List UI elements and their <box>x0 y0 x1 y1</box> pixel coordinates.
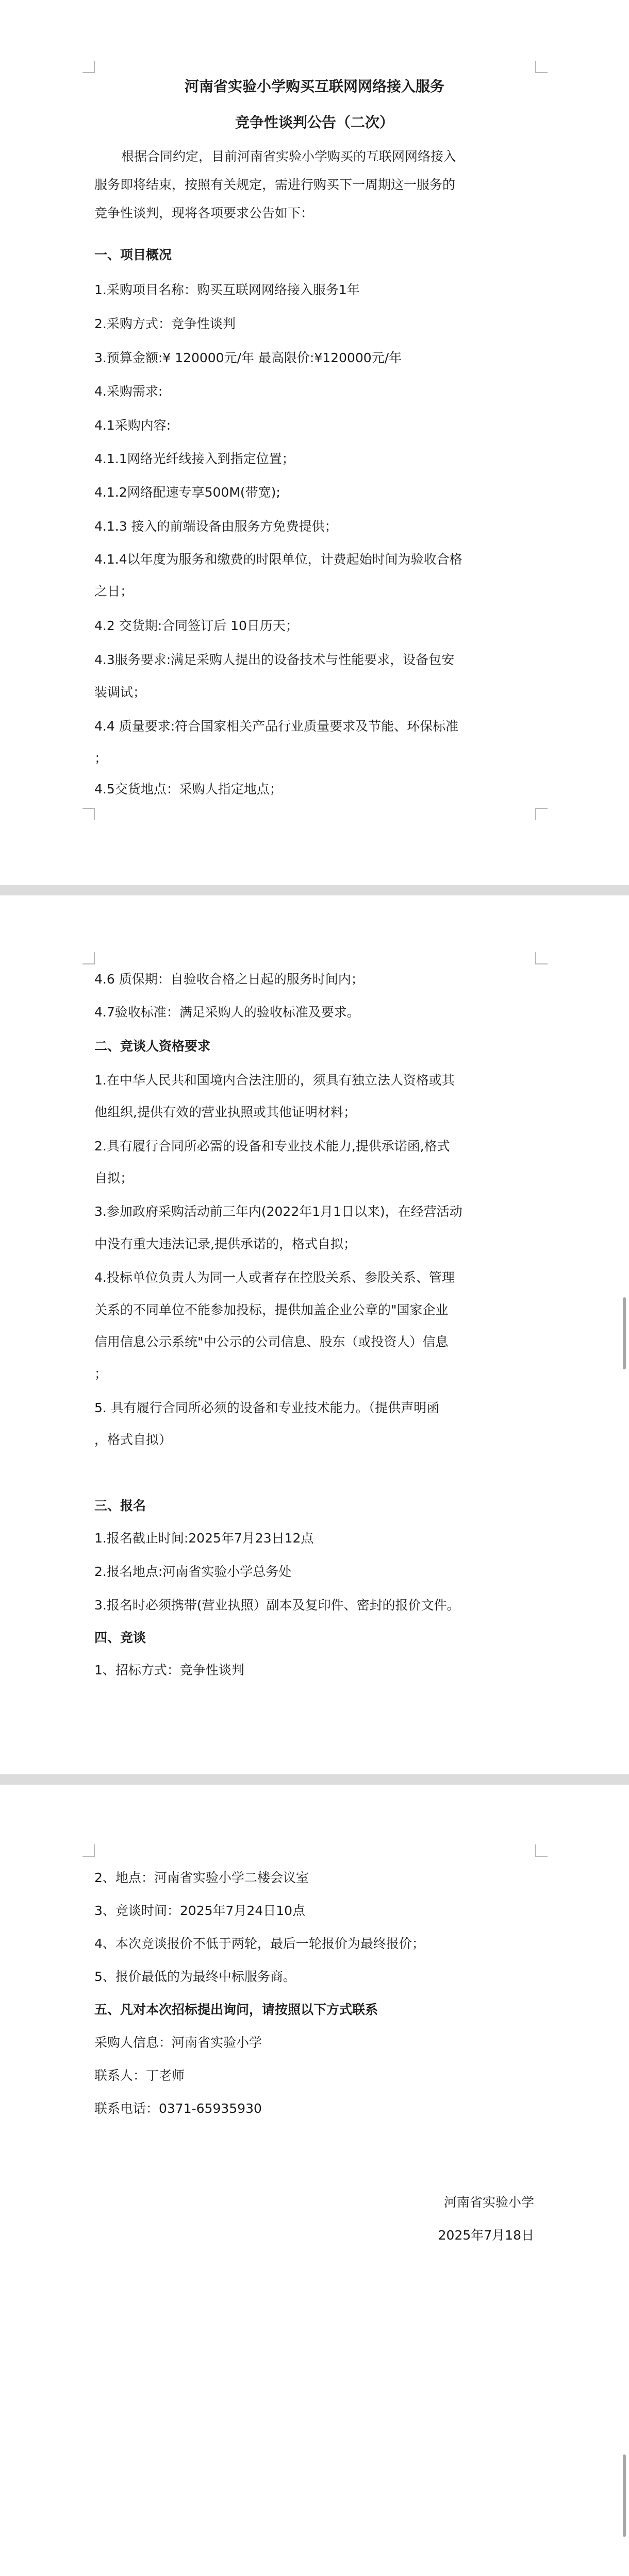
paragraph-line: 5、报价最低的为最终中标服务商。 <box>94 1969 296 1984</box>
paragraph-line: 4.1.4以年度为服务和缴费的时限单位，计费起始时间为验收合格 <box>94 552 462 567</box>
paragraph-line: 采购人信息：河南省实验小学 <box>94 2035 262 2050</box>
document-title: 河南省实验小学购买互联网网络接入服务 <box>184 78 444 95</box>
signature-organization: 河南省实验小学 <box>443 2195 534 2210</box>
paragraph-line: 2.采购方式：竞争性谈判 <box>94 316 236 331</box>
paragraph-line: 3、竞谈时间：2025年7月24日10点 <box>94 1903 306 1918</box>
paragraph-line: 1.报名截止时间:2025年7月23日12点 <box>94 1531 314 1546</box>
page-3 <box>0 1785 629 2576</box>
page-corner-mark <box>535 1844 548 1857</box>
scrollbar-thumb[interactable] <box>623 1297 626 1369</box>
paragraph-line: 根据合同约定，目前河南省实验小学购买的互联网网络接入 <box>121 149 457 164</box>
page-corner-mark <box>82 808 95 820</box>
page-2 <box>0 895 629 1774</box>
paragraph-line: 3.参加政府采购活动前三年内(2022年1月1日以来)，在经营活动 <box>94 1204 462 1219</box>
paragraph-line: 4.7验收标准：满足采购人的验收标准及要求。 <box>94 1005 360 1020</box>
section-heading: 五、凡对本次招标提出询问，请按照以下方式联系 <box>94 2002 378 2017</box>
paragraph-line: 自拟； <box>94 1171 134 1185</box>
paragraph-line: 4.采购需求: <box>94 384 163 399</box>
paragraph-line: 他组织,提供有效的营业执照或其他证明材料； <box>94 1105 356 1120</box>
paragraph-line: 3.报名时必须携带(营业执照）副本及复印件、密封的报价文件。 <box>94 1598 460 1613</box>
signature-date: 2025年7月18日 <box>438 2228 534 2243</box>
paragraph-line: 4.4 质量要求:符合国家相关产品行业质量要求及节能、环保标准 <box>94 719 459 734</box>
paragraph-line: 4.1.2网络配速专享500M(带宽); <box>94 485 280 500</box>
paragraph-line: 2、地点：河南省实验小学二楼会议室 <box>94 1870 309 1885</box>
paragraph-line: 4.6 质保期：自验收合格之日起的服务时间内； <box>94 972 364 987</box>
paragraph-line: 关系的不同单位不能参加投标，提供加盖企业公章的"国家企业 <box>94 1302 449 1317</box>
paragraph-line: 联系人：丁老师 <box>94 2068 185 2083</box>
page-1 <box>0 0 629 885</box>
paragraph-line: 5. 具有履行合同所必须的设备和专业技术能力。（提供声明函 <box>94 1400 440 1415</box>
paragraph-line: 1.在中华人民共和国境内合法注册的，须具有独立法人资格或其 <box>94 1073 455 1088</box>
paragraph-line: 4.2 交货期:合同签订后 10日历天； <box>94 618 299 633</box>
paragraph-line: 4.1.3 接入的前端设备由服务方免费提供； <box>94 519 338 534</box>
page-corner-mark <box>82 952 95 964</box>
paragraph-line: 4.1.1网络光纤线接入到指定位置； <box>94 451 295 466</box>
paragraph-line: 4.3服务要求:满足采购人提出的设备技术与性能要求，设备包安 <box>94 652 455 667</box>
page-corner-mark <box>535 952 548 964</box>
paragraph-line: 4.投标单位负责人为同一人或者存在控股关系、参股关系、管理 <box>94 1270 455 1285</box>
section-heading: 一、项目概况 <box>94 247 172 262</box>
page-corner-mark <box>82 1844 95 1857</box>
page-corner-mark <box>535 61 548 73</box>
paragraph-line: 4.5交货地点：采购人指定地点； <box>94 782 283 796</box>
paragraph-line: 3.预算金额:¥ 120000元/年 最高限价:¥120000元/年 <box>94 350 402 365</box>
page-corner-mark <box>535 808 548 820</box>
paragraph-line: ； <box>94 1366 108 1381</box>
paragraph-line: 中没有重大违法记录,提供承诺的，格式自拟； <box>94 1236 356 1251</box>
scrollbar-thumb[interactable] <box>623 2454 626 2537</box>
paragraph-line: 服务即将结束，按照有关规定，需进行购买下一周期这一服务的 <box>94 177 456 192</box>
paragraph-line: 4.1采购内容: <box>94 418 171 433</box>
paragraph-line: 之日； <box>94 584 134 599</box>
paragraph-line: 2.具有履行合同所必需的设备和专业技术能力,提供承诺函,格式 <box>94 1139 450 1154</box>
paragraph-line: 2.报名地点:河南省实验小学总务处 <box>94 1564 292 1579</box>
paragraph-line: 装调试； <box>94 685 146 700</box>
paragraph-line: 4、本次竞谈报价不低于两轮，最后一轮报价为最终报价； <box>94 1936 425 1951</box>
section-heading: 四、竞谈 <box>94 1630 146 1645</box>
paragraph-line: ，格式自拟） <box>94 1432 172 1447</box>
document-subtitle: 竞争性谈判公告（二次） <box>235 114 394 131</box>
page-corner-mark <box>82 61 95 73</box>
paragraph-line: 1、招标方式：竞争性谈判 <box>94 1663 244 1677</box>
paragraph-line: 联系电话：0371-65935930 <box>94 2101 262 2116</box>
section-heading: 二、竞谈人资格要求 <box>94 1039 211 1054</box>
paragraph-line: ； <box>94 751 108 766</box>
paragraph-line: 竞争性谈判，现将各项要求公告如下： <box>94 206 314 221</box>
section-heading: 三、报名 <box>94 1498 146 1513</box>
paragraph-line: 信用信息公示系统"中公示的公司信息、股东（或投资人）信息 <box>94 1334 449 1349</box>
paragraph-line: 1.采购项目名称：购买互联网网络接入服务1年 <box>94 282 360 297</box>
